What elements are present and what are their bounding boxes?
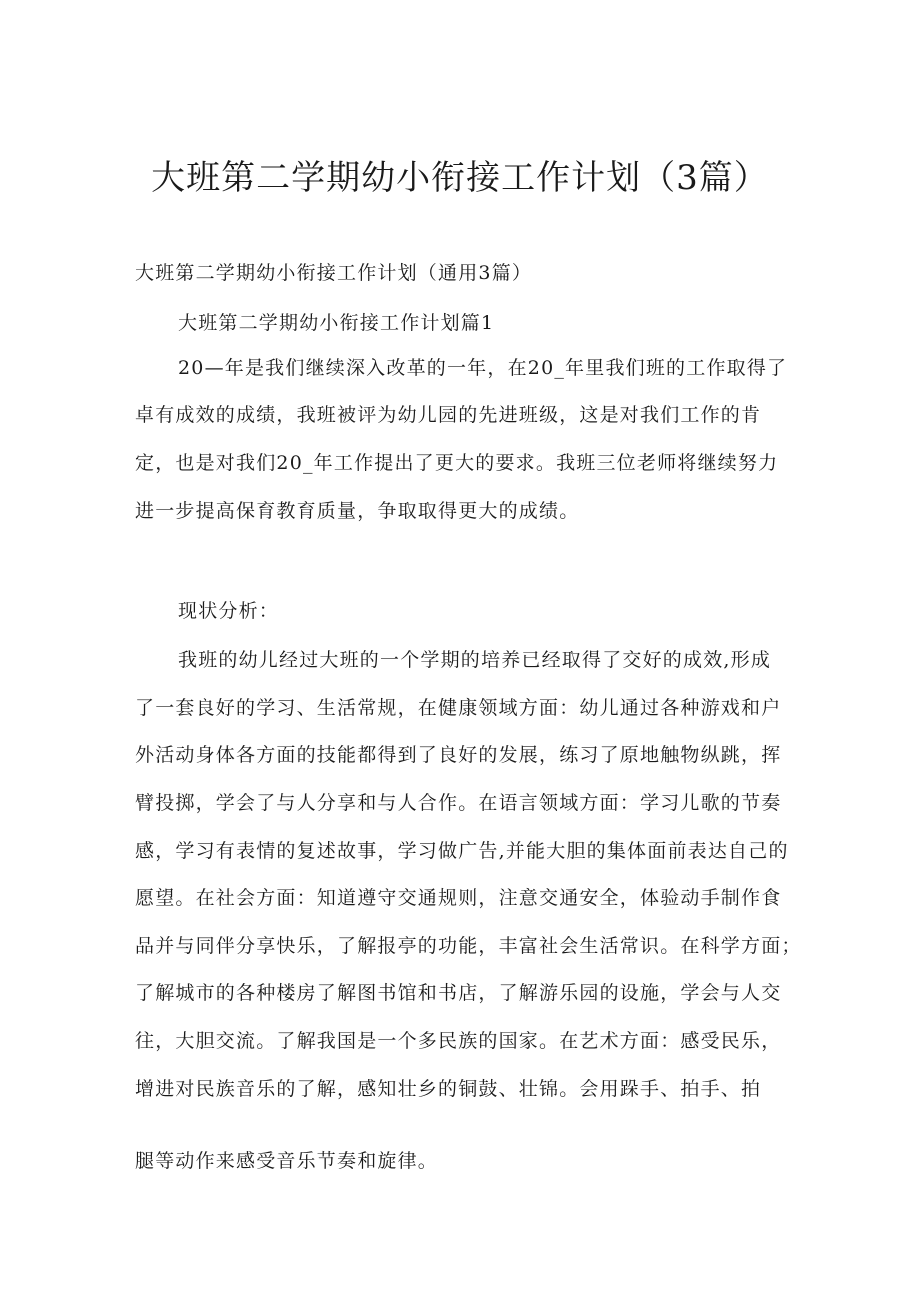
section-heading: 大班第二学期幼小衔接工作计划篇1 [178,312,495,334]
closing-line: 腿等动作来感受音乐节奏和旋律。 [135,1150,439,1172]
document-subtitle: 大班第二学期幼小衔接工作计划（通用3篇） [135,262,533,284]
intro-line-4: 进一步提高保育教育质量，争取取得更大的成绩。 [135,500,580,522]
analysis-line-2: 了一套良好的学习、生活常规，在健康领域方面：幼儿通过各种游戏和户 [135,697,782,719]
analysis-line-7: 品并与同伴分享快乐，了解报亭的功能，丰富社会生活常识。在科学方面； [135,935,802,957]
analysis-line-5: 感，学习有表情的复述故事，学习做广告,并能大胆的集体面前表达自己的 [135,840,789,862]
intro-line-1: 20—年是我们继续深入改革的一年，在20_年里我们班的工作取得了 [178,357,788,379]
analysis-line-6: 愿望。在社会方面：知道遵守交通规则，注意交通安全，体验动手制作食 [135,887,782,909]
analysis-line-3: 外活动身体各方面的技能都得到了良好的发展，练习了原地触物纵跳，挥 [135,744,782,766]
analysis-line-9: 往，大胆交流。了解我国是一个多民族的国家。在艺术方面：感受民乐， [135,1030,782,1052]
document-title: 大班第二学期幼小衔接工作计划（3篇） [151,158,769,198]
analysis-label: 现状分析： [178,600,280,622]
analysis-line-1: 我班的幼儿经过大班的一个学期的培养已经取得了交好的成效,形成 [178,649,772,671]
analysis-line-10: 增进对民族音乐的了解，感知壮乡的铜鼓、壮锦。会用跺手、拍手、拍 [135,1078,762,1100]
intro-line-3: 定，也是对我们20_年工作提出了更大的要求。我班三位老师将继续努力 [135,452,779,474]
analysis-line-8: 了解城市的各种楼房了解图书馆和书店，了解游乐园的设施，学会与人交 [135,982,782,1004]
analysis-line-4: 臂投掷，学会了与人分享和与人合作。在语言领域方面：学习儿歌的节奏 [135,792,782,814]
intro-line-2: 卓有成效的成绩，我班被评为幼儿园的先进班级，这是对我们工作的肯 [135,404,762,426]
